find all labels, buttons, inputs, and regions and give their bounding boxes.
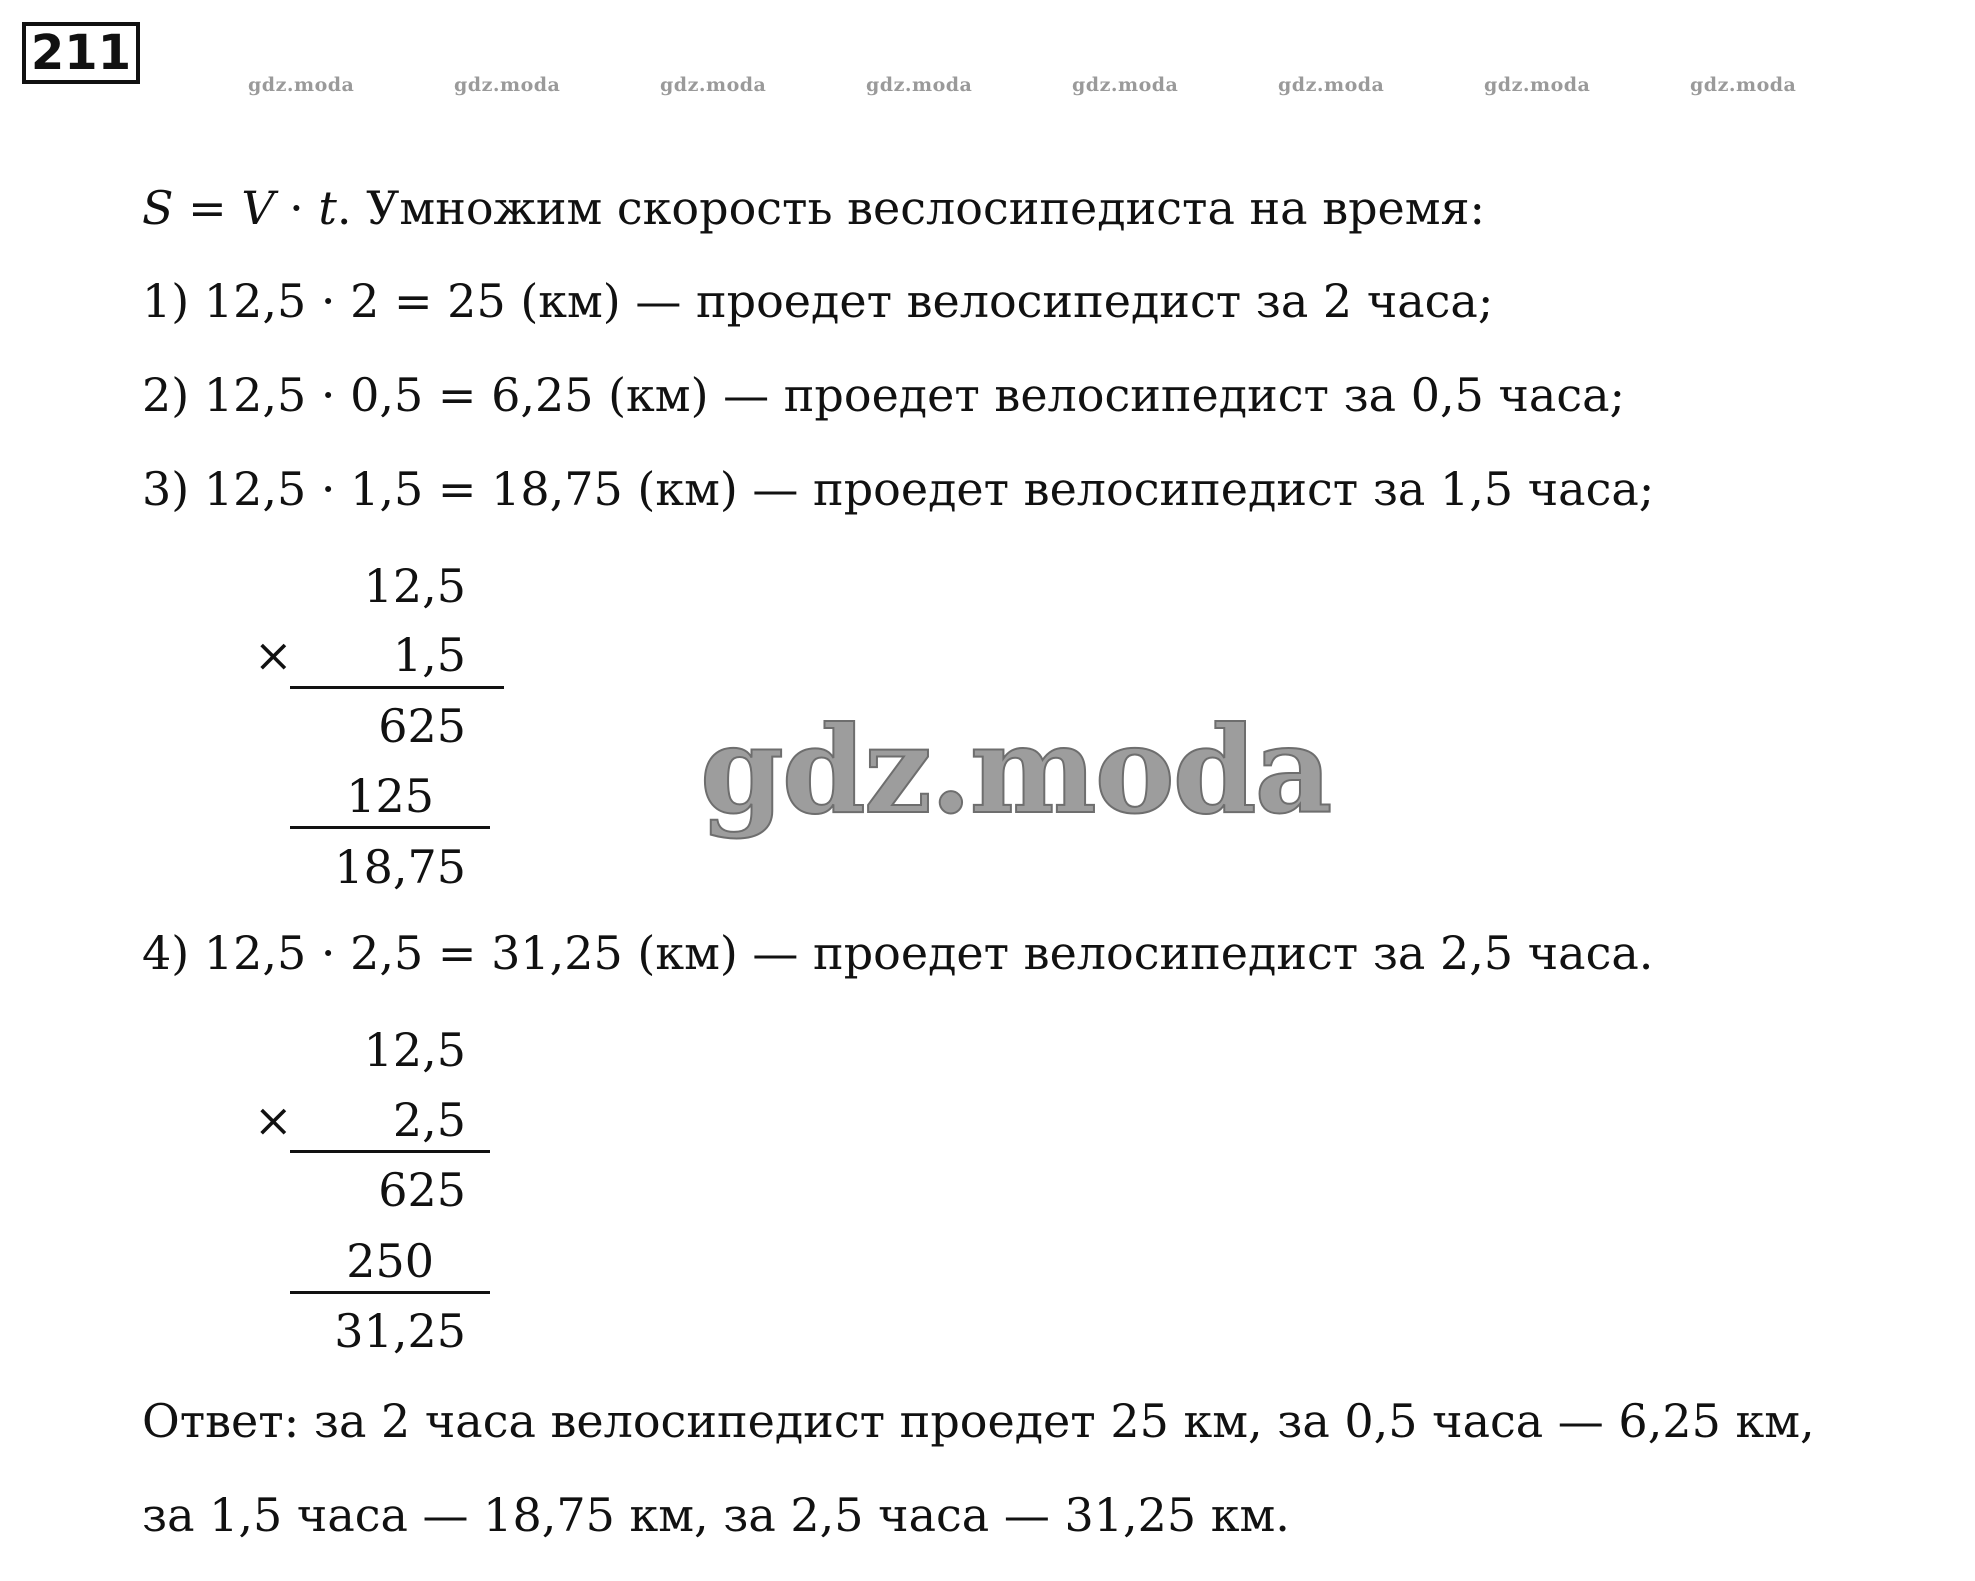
calc2-partial-1: 625 [378,1163,466,1217]
step-4: 4) 12,5 · 2,5 = 31,25 (км) — проедет велосипедист за 2,5 часа. [142,926,1654,980]
watermark-small: gdz.moda [454,74,561,96]
calc2-rule-1 [290,1150,490,1153]
calc2-sign: × [254,1093,293,1147]
calc1-multiplier: 1,5 [392,628,466,682]
formula-line [142,180,1485,236]
formula-t: t [318,181,337,235]
formula-dot: · [289,181,304,235]
problem-number: 211 [22,22,140,84]
watermark-small: gdz.moda [1278,74,1385,96]
calc2-multiplier: 2,5 [392,1093,466,1147]
step-2: 2) 12,5 · 0,5 = 6,25 (км) — проедет велосипедист за 0,5 часа; [142,368,1626,422]
calc2-multiplicand: 12,5 [363,1023,466,1077]
formula-text: . Умножим скорость веслосипедиста на время: [336,181,1486,235]
calc2-partial-2: 250 [346,1234,434,1288]
calc1-multiplicand: 12,5 [363,559,466,613]
watermark-small: gdz.moda [866,74,973,96]
step-1: 1) 12,5 · 2 = 25 (км) — проедет велосипедист за 2 часа; [142,274,1494,328]
calc1-partial-1: 625 [378,699,466,753]
answer-line-1: Ответ: за 2 часа велосипедист проедет 25 км, за 0,5 часа — 6,25 км, [142,1394,1815,1448]
watermark-large: gdz.moda [700,700,1331,841]
watermark-small: gdz.moda [1072,74,1179,96]
formula-eq: = [188,181,227,235]
watermark-small: gdz.moda [1484,74,1591,96]
calc1-rule-2 [290,826,490,829]
watermark-small: gdz.moda [1690,74,1797,96]
calc2-rule-2 [290,1291,490,1294]
formula-v: V [241,181,275,235]
step-3: 3) 12,5 · 1,5 = 18,75 (км) — проедет велосипедист за 1,5 часа; [142,462,1655,516]
calc1-sign: × [254,628,293,682]
formula-s: S [142,181,174,235]
calc2-result: 31,25 [334,1304,466,1358]
watermark-row [0,74,1975,98]
watermark-small: gdz.moda [248,74,355,96]
calc1-partial-2: 125 [346,769,434,823]
answer-line-2: за 1,5 часа — 18,75 км, за 2,5 часа — 31,25 км. [142,1488,1290,1542]
calc1-rule-1 [290,686,504,689]
watermark-small: gdz.moda [660,74,767,96]
calc1-result: 18,75 [334,840,466,894]
